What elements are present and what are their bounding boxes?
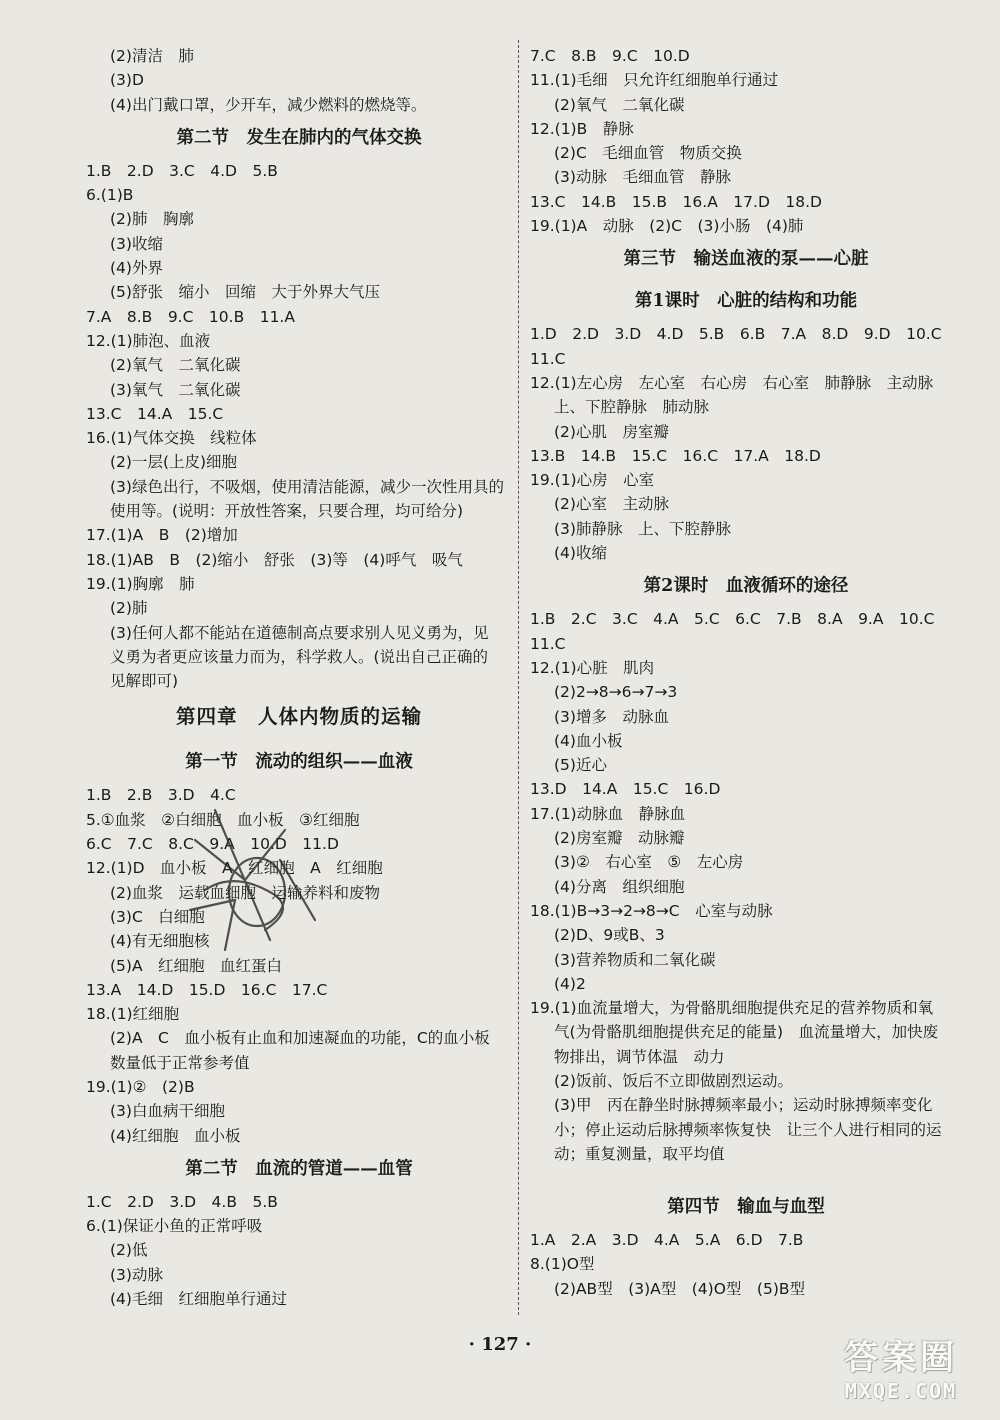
answer-line: (2)A C 血小板有止血和加速凝血的功能，C的血小板 [110,1029,490,1048]
answer-line: (4)出门戴口罩，少开车，减少燃料的燃烧等。 [110,95,427,114]
answer-line: (3)C 白细胞 [110,907,205,926]
answer-line: (4)红细胞 血小板 [110,1126,241,1145]
answer-line: (3)任何人都不能站在道德制高点要求别人见义勇为，见 [110,623,489,642]
answer-line: 1.B 2.D 3.C 4.D 5.B [86,161,278,180]
answer-line: (2)血浆 运载血细胞 运输养料和废物 [110,883,380,902]
answer-line: 13.A 14.D 15.D 16.C 17.C [86,980,328,999]
answer-line: 19.(1)胸廓 肺 [86,574,195,593]
answer-line: 16.(1)气体交换 线粒体 [86,429,257,448]
answer-line: (3)氧气 二氧化碳 [110,380,241,399]
spacer [530,1166,962,1186]
answer-line: 上、下腔静脉 肺动脉 [554,398,710,417]
answer-line: (5)A 红细胞 血红蛋白 [110,956,283,975]
answer-line: 8.(1)O型 [530,1255,595,1274]
watermark-title: 答案圈 [844,1338,958,1378]
answer-line: 18.(1)红细胞 [86,1005,180,1024]
answer-line: (3)营养物质和二氧化碳 [554,950,716,969]
answer-line: 6.(1)保证小鱼的正常呼吸 [86,1217,263,1236]
answer-line: 12.(1)B 静脉 [530,119,634,138]
answer-line: 1.D 2.D 3.D 4.D 5.B 6.B 7.A 8.D 9.D 10.C [530,325,942,344]
answer-line: (3)绿色出行，不吸烟，使用清洁能源，减少一次性用具的 [110,477,504,496]
answer-line: 17.(1)动脉血 静脉血 [530,804,686,823]
answer-line: 11.C [530,634,566,653]
answer-line: (2)C 毛细血管 物质交换 [554,144,742,163]
answer-line: (4)有无细胞核 [110,932,210,951]
answer-line: 17.(1)A B (2)增加 [86,526,238,545]
answer-line: (3)D [110,71,144,90]
section-heading: 第二节 血流的管道——血管 [185,1158,413,1179]
answer-line: 19.(1)A 动脉 (2)C (3)小肠 (4)肺 [530,217,804,236]
section-heading: 第2课时 血液循环的途径 [643,576,849,597]
right-column [530,44,962,1301]
section-heading: 第二节 发生在肺内的气体交换 [176,127,422,148]
answer-line: (2)氧气 二氧化碳 [554,95,685,114]
section-heading: 第一节 流动的组织——血液 [185,752,413,773]
answer-line: 11.(1)毛细 只允许红细胞单行通过 [530,71,779,90]
answer-line: 13.C 14.A 15.C [86,404,224,423]
answer-line: (2)房室瓣 动脉瓣 [554,829,685,848]
answer-line: (4)外界 [110,259,163,278]
section-heading: 第三节 输送血液的泵——心脏 [623,249,869,270]
answer-line: (2)心室 主动脉 [554,495,669,514]
answer-line: (4)分离 组织细胞 [554,877,685,896]
answer-line: (3)动脉 [110,1265,163,1284]
answer-line: (4)毛细 红细胞单行通过 [110,1290,287,1309]
answer-line: (2)肺 [110,599,148,618]
left-column [86,44,512,1311]
chapter-heading: 第四章 人体内物质的运输 [175,705,422,729]
answer-line: (2)心肌 房室瓣 [554,422,669,441]
answer-line: 12.(1)心脏 肌肉 [530,658,655,677]
watermark-url: MXQE.COM [844,1379,958,1403]
answer-line: (5)舒张 缩小 回缩 大于外界大气压 [110,283,380,302]
answer-line: 19.(1)血流量增大，为骨骼肌细胞提供充足的营养物质和氧 [530,999,934,1018]
answer-line: (2)2→8→6→7→3 [554,683,678,702]
answer-line: 12.(1)D 血小板 A 红细胞 A 红细胞 [86,859,383,878]
answer-line: 动；重复测量，取平均值 [554,1144,725,1163]
answer-line: 1.B 2.B 3.D 4.C [86,786,236,805]
answer-line: 19.(1)② (2)B [86,1077,195,1096]
answer-line: (4)收缩 [554,544,607,563]
section-heading: 第四节 输血与血型 [667,1197,825,1218]
answer-line: 义勇为者更应该量力而为，科学救人。(说出自己正确的 [110,647,489,666]
answer-line: (2)D、9或B、3 [554,926,665,945]
section-heading: 第1课时 心脏的结构和功能 [634,291,858,312]
answer-line: 13.B 14.B 15.C 16.C 17.A 18.D [530,446,821,465]
answer-line: 13.D 14.A 15.C 16.D [530,780,721,799]
answer-line: (3)甲 丙在静坐时脉搏频率最小；运动时脉搏频率变化 [554,1096,933,1115]
answer-line: 气(为骨骼肌细胞提供充足的能量) 血流量增大，加快废 [554,1023,939,1042]
answer-line: 7.C 8.B 9.C 10.D [530,47,690,65]
answer-line: (2)低 [110,1241,148,1260]
answer-line: 使用等。(说明：开放性答案，只要合理，均可给分) [110,502,464,521]
answer-line: 数量低于正常参考值 [110,1053,250,1072]
answer-line: 5.①血浆 ②白细胞 血小板 ③红细胞 [86,810,360,829]
handwritten-check-mark [175,800,325,960]
answer-line: 1.C 2.D 3.D 4.B 5.B [86,1192,278,1211]
answer-line: 7.A 8.B 9.C 10.B 11.A [86,307,295,326]
answer-line: 12.(1)肺泡、血液 [86,331,211,350]
answer-line: (3)② 右心室 ⑤ 左心房 [554,853,744,872]
answer-line: (3)白血病干细胞 [110,1102,225,1121]
answer-line: (3)增多 动脉血 [554,707,669,726]
answer-line: 小；停止运动后脉搏频率恢复快 让三个人进行相同的运 [554,1120,942,1139]
answer-line: (4)2 [554,974,586,993]
answer-line: 1.A 2.A 3.D 4.A 5.A 6.D 7.B [530,1231,804,1250]
answer-line: 6.C 7.C 8.C 9.A 10.D 11.D [86,835,339,854]
answer-line: (3)肺静脉 上、下腔静脉 [554,519,731,538]
answer-line: (2)饭前、饭后不立即做剧烈运动。 [554,1071,793,1090]
answer-line: (3)收缩 [110,234,163,253]
answer-line: 1.B 2.C 3.C 4.A 5.C 6.C 7.B 8.A 9.A 10.C [530,610,935,629]
answer-line: (2)AB型 (3)A型 (4)O型 (5)B型 [554,1279,805,1298]
answer-line: 18.(1)B→3→2→8→C 心室与动脉 [530,901,773,920]
answer-line: 11.C [530,349,566,368]
answer-line: (4)血小板 [554,731,623,750]
answer-line: 12.(1)左心房 左心室 右心房 右心室 肺静脉 主动脉 [530,373,934,392]
answer-line: (2)氧气 二氧化碳 [110,356,241,375]
answer-line: (2)肺 胸廓 [110,210,194,229]
watermark-logo [816,1330,986,1408]
answer-line: 13.C 14.B 15.B 16.A 17.D 18.D [530,192,822,211]
answer-line: 19.(1)心房 心室 [530,471,655,490]
answer-line: 物排出，调节体温 动力 [554,1047,725,1066]
answer-line: (2)清洁 肺 [110,47,194,65]
answer-line: (5)近心 [554,756,607,775]
answer-line: 6.(1)B [86,186,134,205]
answer-line: (3)动脉 毛细血管 静脉 [554,168,731,187]
column-divider [518,40,519,1315]
answer-line: 18.(1)AB B (2)缩小 舒张 (3)等 (4)呼气 吸气 [86,550,463,569]
page-number: · 127 · [468,1334,532,1355]
answer-line: (2)一层(上皮)细胞 [110,453,238,472]
answer-line: 见解即可) [110,672,179,691]
